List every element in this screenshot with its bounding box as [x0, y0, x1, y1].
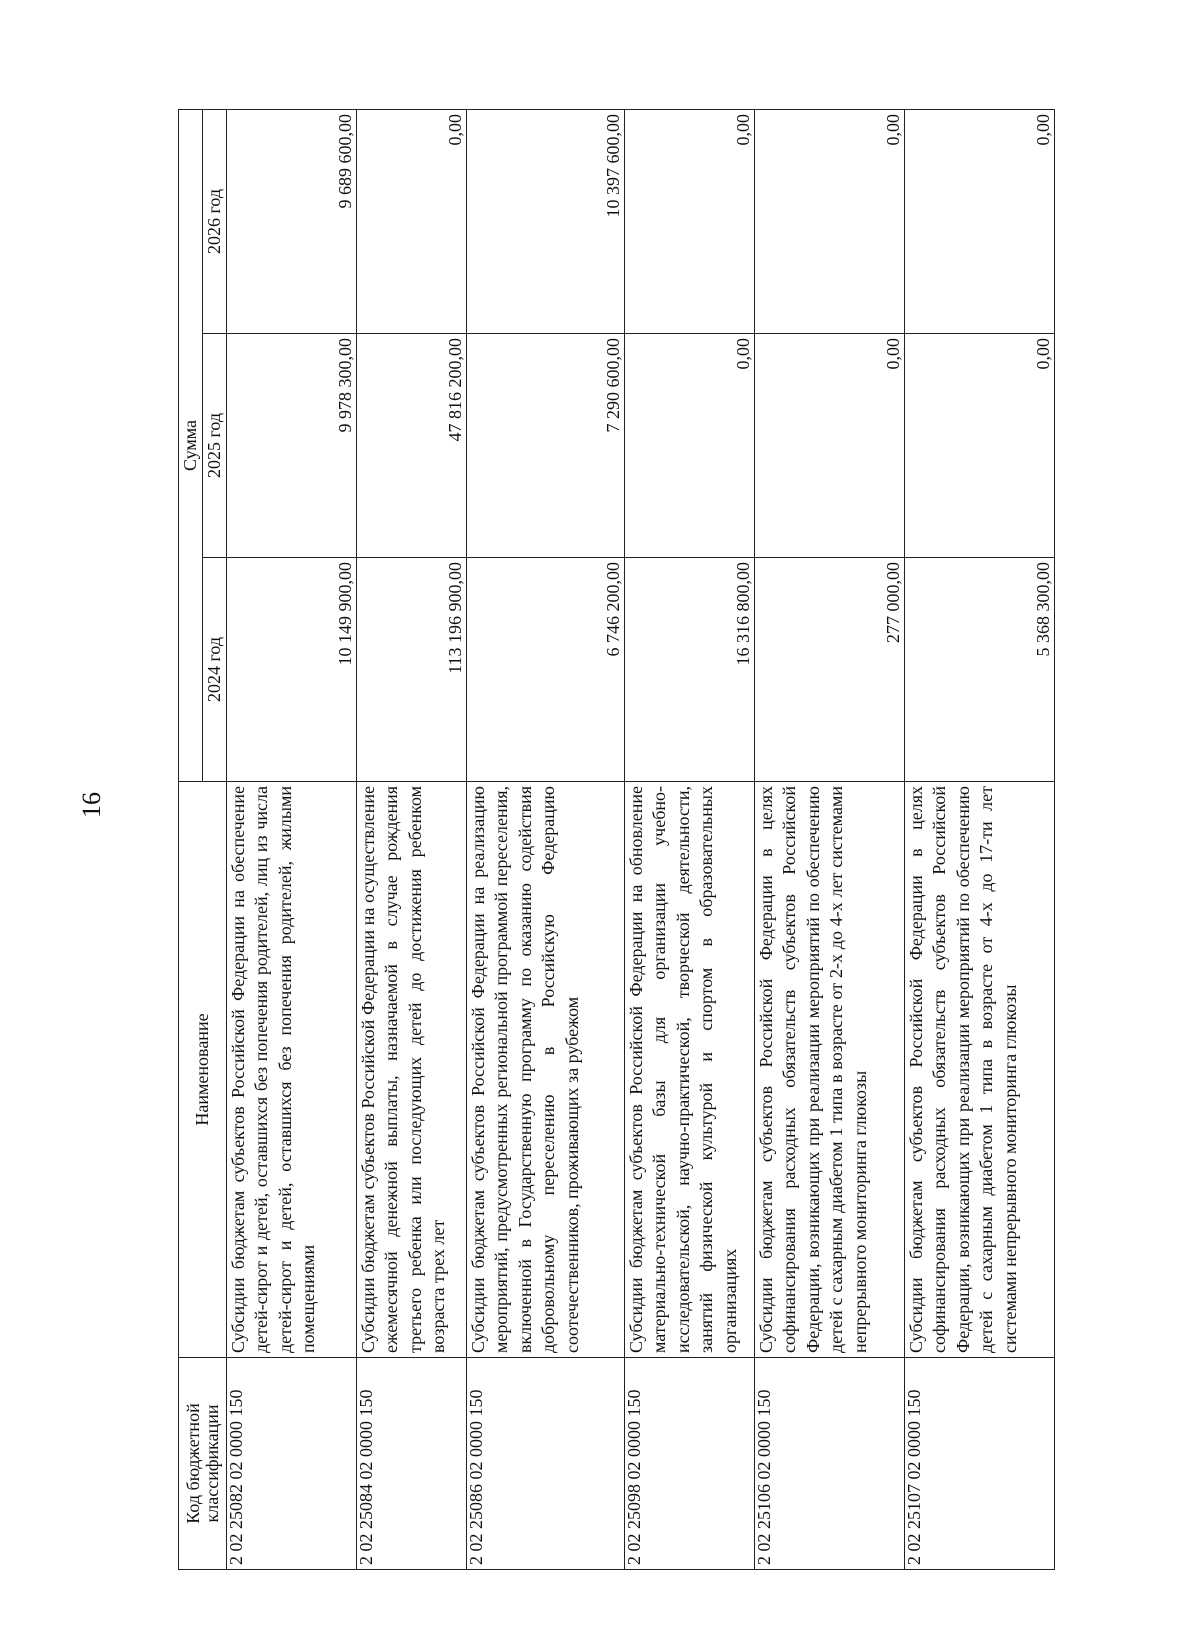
page-number: 16	[77, 792, 106, 818]
row-sum-2026: 0,00	[357, 109, 467, 333]
row-sum-2025: 0,00	[905, 334, 1055, 558]
row-sum-2024: 6 746 200,00	[467, 558, 625, 782]
row-sum-2026: 0,00	[755, 109, 905, 333]
row-name: Субсидии бюджетам субъектов Российской Федерации на обеспечение детей-сирот и детей, оставшихся без попечения родителей, лиц из числа детей-сирот и детей, оставшихся без попечения родителей, жилыми помещениями	[227, 782, 357, 1358]
row-code: 2 02 25082 02 0000 150	[227, 1358, 357, 1570]
row-sum-2025: 47 816 200,00	[357, 334, 467, 558]
budget-table-page	[178, 110, 1053, 1570]
header-code: Код бюджетной классификации	[179, 1358, 227, 1570]
row-sum-2025: 0,00	[625, 334, 755, 558]
row-sum-2024: 277 000,00	[755, 558, 905, 782]
row-name: Субсидии бюджетам субъектов Российской Федерации в целях софинансирования расходных обязательств субъектов Российской Федерации, возникающих при реализации мероприятий по обеспечению детей с сахарным диабетом 1 типа в возрасте от 4-х до 17-ти лет системами непрерывного мониторинга глюкозы	[905, 782, 1055, 1358]
header-year-2026: 2026 год	[203, 109, 227, 333]
row-sum-2024: 5 368 300,00	[905, 558, 1055, 782]
table-row	[625, 109, 755, 1569]
row-sum-2024: 16 316 800,00	[625, 558, 755, 782]
row-name: Субсидии бюджетам субъектов Российской Федерации на осуществление ежемесячной денежной выплаты, назначаемой в случае рождения третьего ребенка или последующих детей до достижения ребенком возраста трех лет	[357, 782, 467, 1358]
row-name: Субсидии бюджетам субъектов Российской Федерации в целях софинансирования расходных обязательств субъектов Российской Федерации, возникающих при реализации мероприятий по обеспечению детей с сахарным диабетом 1 типа в возрасте от 2-х до 4-х лет системами непрерывного мониторинга глюкозы	[755, 782, 905, 1358]
table-row	[905, 109, 1055, 1569]
header-year-2024: 2024 год	[203, 558, 227, 782]
table-row	[467, 109, 625, 1569]
header-year-2025: 2025 год	[203, 334, 227, 558]
row-sum-2024: 10 149 900,00	[227, 558, 357, 782]
row-sum-2026: 0,00	[625, 109, 755, 333]
table-row	[755, 109, 905, 1569]
row-name: Субсидии бюджетам субъектов Российской Федерации на обновление материально-технической базы для организации учебно-исследовательской, научно-практической, творческой деятельности, занятий физической культурой и спортом в образовательных организациях	[625, 782, 755, 1358]
row-sum-2025: 7 290 600,00	[467, 334, 625, 558]
row-code: 2 02 25098 02 0000 150	[625, 1358, 755, 1570]
row-code: 2 02 25086 02 0000 150	[467, 1358, 625, 1570]
row-code: 2 02 25084 02 0000 150	[357, 1358, 467, 1570]
row-name: Субсидии бюджетам субъектов Российской Федерации на реализацию мероприятий, предусмотренных региональной программой переселения, включенной в Государственную программу по оказанию содействия добровольному переселению в Российскую Федерацию соотечественников, проживающих за рубежом	[467, 782, 625, 1358]
row-sum-2026: 10 397 600,00	[467, 109, 625, 333]
budget-table	[178, 109, 1055, 1570]
header-sum: Сумма	[179, 109, 203, 781]
row-sum-2026: 9 689 600,00	[227, 109, 357, 333]
row-code: 2 02 25106 02 0000 150	[755, 1358, 905, 1570]
table-row	[227, 109, 357, 1569]
row-sum-2025: 0,00	[755, 334, 905, 558]
table-row	[357, 109, 467, 1569]
row-code: 2 02 25107 02 0000 150	[905, 1358, 1055, 1570]
header-name: Наименование	[179, 782, 227, 1358]
row-sum-2024: 113 196 900,00	[357, 558, 467, 782]
row-sum-2026: 0,00	[905, 109, 1055, 333]
row-sum-2025: 9 978 300,00	[227, 334, 357, 558]
